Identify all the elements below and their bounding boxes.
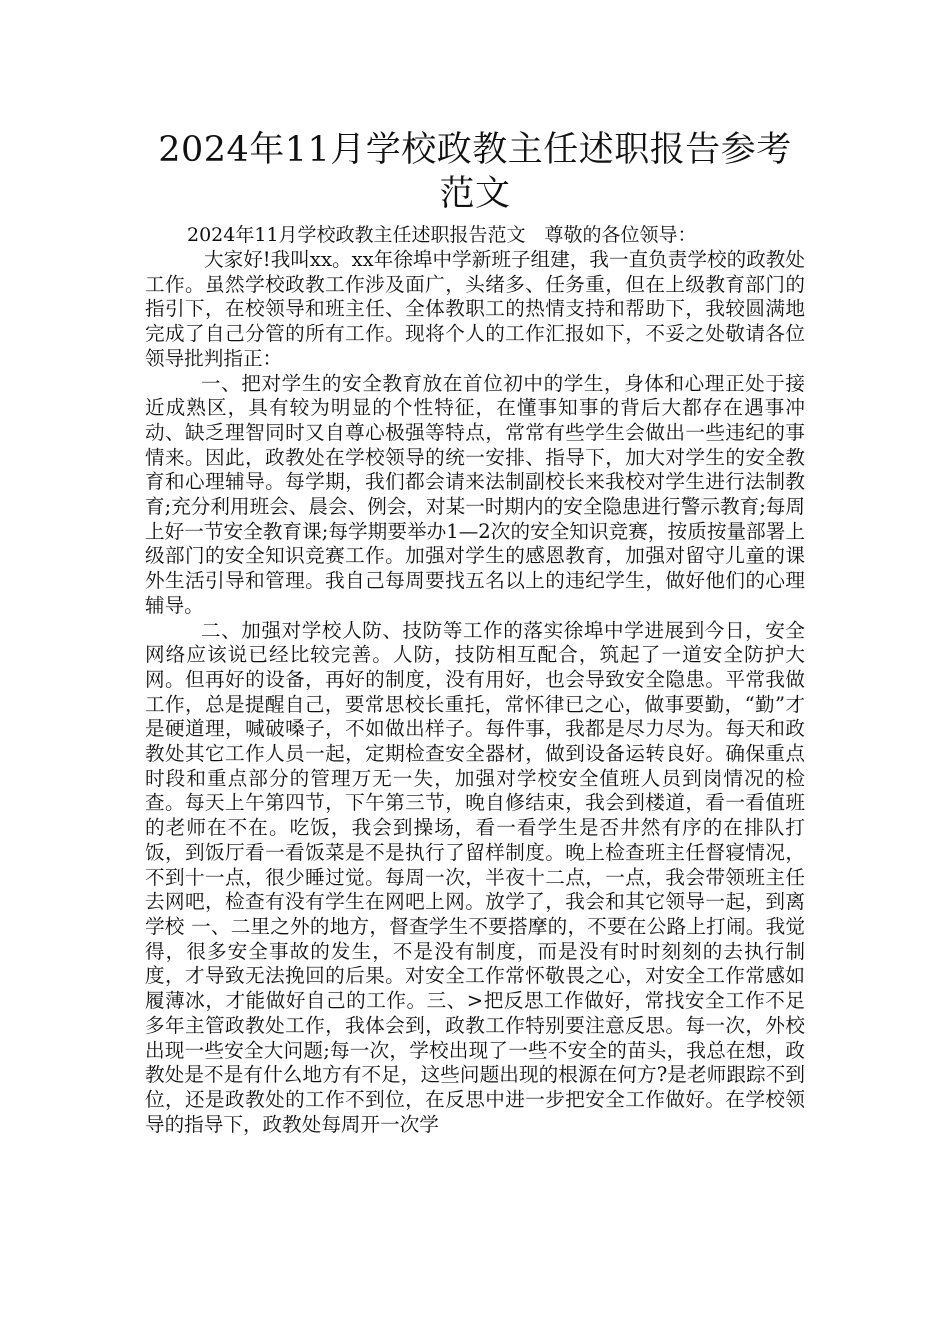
lead-line: 2024年11月学校政教主任述职报告范文 尊敬的各位领导： <box>187 224 697 246</box>
paragraph-greeting: 大家好!我叫xx。xx年徐埠中学新班子组建，我一直负责学校的政教处工作。虽然学校政教工作涉及面广，头绪多、任务重，但在上级教育部门的指引下，在校领导和班主任、全体教职工的热情支持和帮助下，我较圆满地完成了自己分管的所有工作。现将个人的工作汇报如下，不妥之处敬请各位领导批判指正： <box>145 248 805 370</box>
paragraph-section-1: 一、把对学生的安全教育放在首位初中的学生，身体和心理正处于接近成熟区，具有较为明显的个性特征，在懂事知事的背后大都存在遇事冲动、缺乏理智同时又自尊心极强等特点，常常有些学生会做出一些违纪的事情来。因此，政教处在学校领导的统一安排、指导下，加大对学生的安全教育和心理辅导。每学期，我们都会请来法制副校长来我校对学生进行法制教育;充分利用班会、晨会、例会，对某一时期内的安全隐患进行警示教育;每周上好一节安全教育课;每学期要举办1—2次的安全知识竞赛，按质按量部署上级部门的安全知识竞赛工作。加强对学生的感恩教育，加强对留守儿童的课外生活引导和管理。我自己每周要找五名以上的违纪学生，做好他们的心理辅导。 <box>145 371 805 617</box>
document-title: 2024年11月学校政教主任述职报告参考范文 <box>158 130 792 214</box>
paragraph-section-2: 二、加强对学校人防、技防等工作的落实徐埠中学进展到今日，安全网络应该说已经比较完善。人防，技防相互配合，筑起了一道安全防护大网。但再好的设备，再好的制度，没有用好，也会导致安全隐患。平常我做工作，总是提醒自己，要常思校长重托，常怀律已之心，做事要勤，“勤”才是硬道理，喊破嗓子，不如做出样子。每件事，我都是尽力尽为。每天和政教处其它工作人员一起，定期检查安全器材，做到设备运转良好。确保重点时段和重点部分的管理万无一失，加强对学校安全值班人员到岗情况的检查。每天上午第四节，下午第三节，晚自修结束，我会到楼道，看一看值班的老师在不在。吃饭，我会到操场，看一看学生是否井然有序的在排队打饭，到饭厅看一看饭菜是不是执行了留样制度。晚上检查班主任督寝情况，不到十一点，很少睡过觉。每周一次，半夜十二点，一点，我会带领班主任去网吧，检查有没有学生在网吧上网。放学了，我会和其它领导一起，到离学校 一、二里之外的地方，督查学生不要搭摩的，不要在公路上打闹。我觉得，很多安全事故的发生，不是没有制度，而是没有时时刻刻的去执行制度，才导致无法挽回的后果。对安全工作常怀敬畏之心，对安全工作常感如履薄冰，才能做好自己的工作。三、>把反思工作做好，常找安全工作不足多年主管政教处工作，我体会到，政教工作特别要注意反思。每一次，外校出现一些安全大问题;每一次，学校出现了一些不安全的苗头，我总在想，政教处是不是有什么地方有不足，这些问题出现的根源在何方?是老师跟踪不到位，还是政教处的工作不到位，在反思中进一步把安全工作做好。在学校领导的指导下，政教处每周开一次学 <box>145 618 805 1136</box>
document-page <box>145 128 805 1137</box>
